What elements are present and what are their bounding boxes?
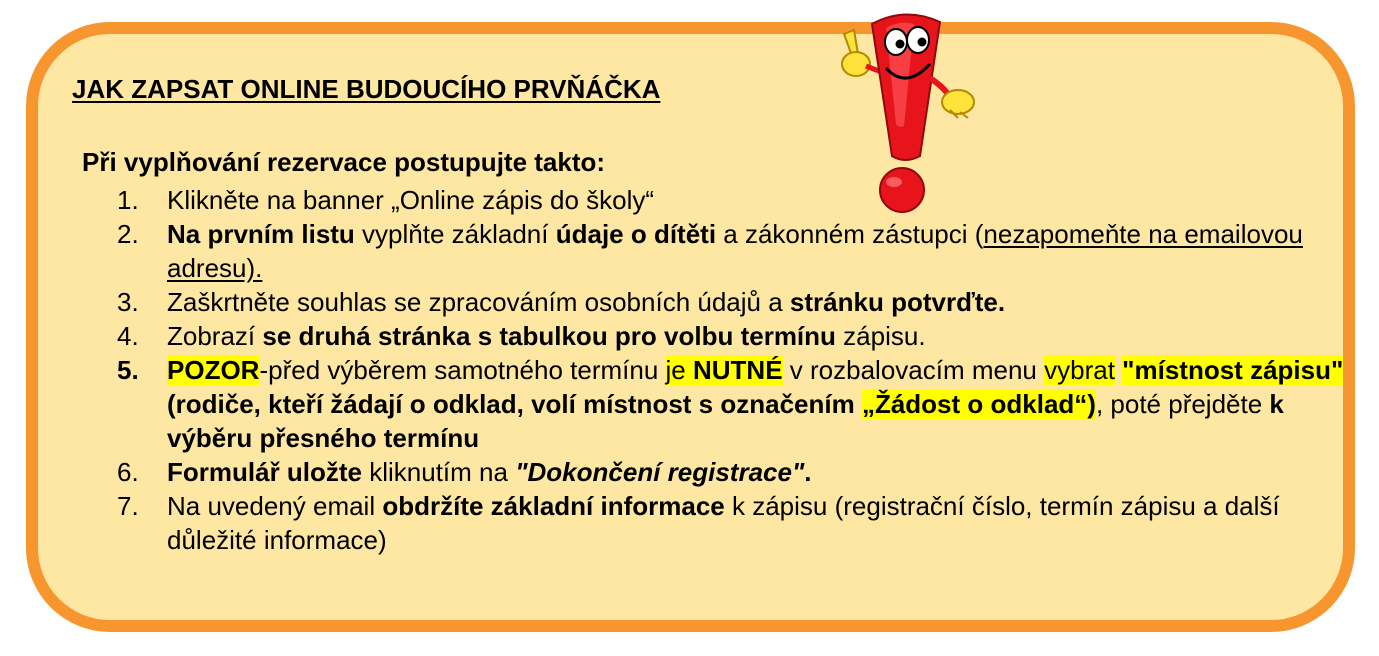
step-text-part: (rodiče, kteří žádají o odklad, volí místnost s označením <box>167 389 862 419</box>
step-text-part: NUTNÉ <box>693 355 783 385</box>
step-text-part: Klikněte na banner „Online zápis do školy“ <box>167 185 655 215</box>
exclamation-mascot-icon <box>830 6 980 216</box>
step-text-part: Zaškrtněte souhlas se zpracováním osobních údajů a <box>167 287 790 317</box>
step-text-part: „Žádost o odklad“) <box>861 389 1096 419</box>
list-item <box>117 217 1349 285</box>
step-text-part: -před výběrem samotného termínu <box>259 355 666 385</box>
step-text-part: je <box>665 355 693 385</box>
step-text-part: kliknutím na <box>362 457 516 487</box>
step-text-part: stránku potvrďte. <box>789 287 1006 317</box>
step-text-part: obdržíte základní informace <box>382 491 725 521</box>
step-text-part: "místnost zápisu" <box>1122 355 1344 385</box>
list-item <box>117 455 1349 489</box>
exclamation-dot-icon <box>880 168 924 212</box>
step-text <box>167 489 1349 557</box>
list-item <box>117 285 1349 319</box>
step-text-part: Zobrazí <box>167 321 263 351</box>
step-text <box>167 319 1349 353</box>
step-text <box>167 217 1349 285</box>
step-text-part: "Dokončení registrace" <box>515 457 805 487</box>
page-title: JAK ZAPSAT ONLINE BUDOUCÍHO PRVŇÁČKA <box>72 74 661 104</box>
list-item <box>117 489 1349 557</box>
step-number: 3. <box>117 287 139 317</box>
step-text-part: vyplňte základní <box>354 219 556 249</box>
list-item <box>117 319 1349 353</box>
step-text <box>167 285 1349 319</box>
step-text-part: k zápisu (registrační číslo, termín zápisu a další důležité informace) <box>167 491 1280 555</box>
step-text <box>167 455 1349 489</box>
step-text-part: Na prvním listu <box>167 219 355 249</box>
step-number: 2. <box>117 219 139 249</box>
intro-text: Při vyplňování rezervace postupujte takto: <box>82 147 606 177</box>
step-text-part: Formulář uložte <box>167 457 363 487</box>
list-item <box>117 183 1349 217</box>
step-text-part: a zákonném zástupci ( <box>716 219 984 249</box>
step-number: 1. <box>117 185 139 215</box>
step-text-part: . <box>804 457 812 487</box>
step-number: 7. <box>117 491 139 521</box>
step-text-part: , poté přejděte <box>1095 389 1270 419</box>
glove-right-icon <box>930 78 974 118</box>
step-text-part: se druhá stránka s tabulkou pro volbu termínu <box>262 321 836 351</box>
step-text-part: POZOR <box>167 355 260 385</box>
step-text-part: v rozbalovacím menu <box>782 355 1045 385</box>
step-number: 5. <box>117 355 139 385</box>
step-text-part: vybrat <box>1044 355 1115 385</box>
step-number: 4. <box>117 321 139 351</box>
step-text-part: k výběru přesného termínu <box>167 389 1284 453</box>
step-text-part: nezapomeňte na emailovou adresu). <box>167 219 1303 283</box>
steps-list <box>117 183 1349 557</box>
step-number: 6. <box>117 457 139 487</box>
step-text-part: Na uvedený email <box>167 491 383 521</box>
step-text-part: zápisu. <box>835 321 926 351</box>
step-text-part: údaje o dítěti <box>555 219 717 249</box>
list-item <box>117 353 1349 455</box>
step-text <box>167 353 1349 455</box>
step-text <box>167 183 1349 217</box>
